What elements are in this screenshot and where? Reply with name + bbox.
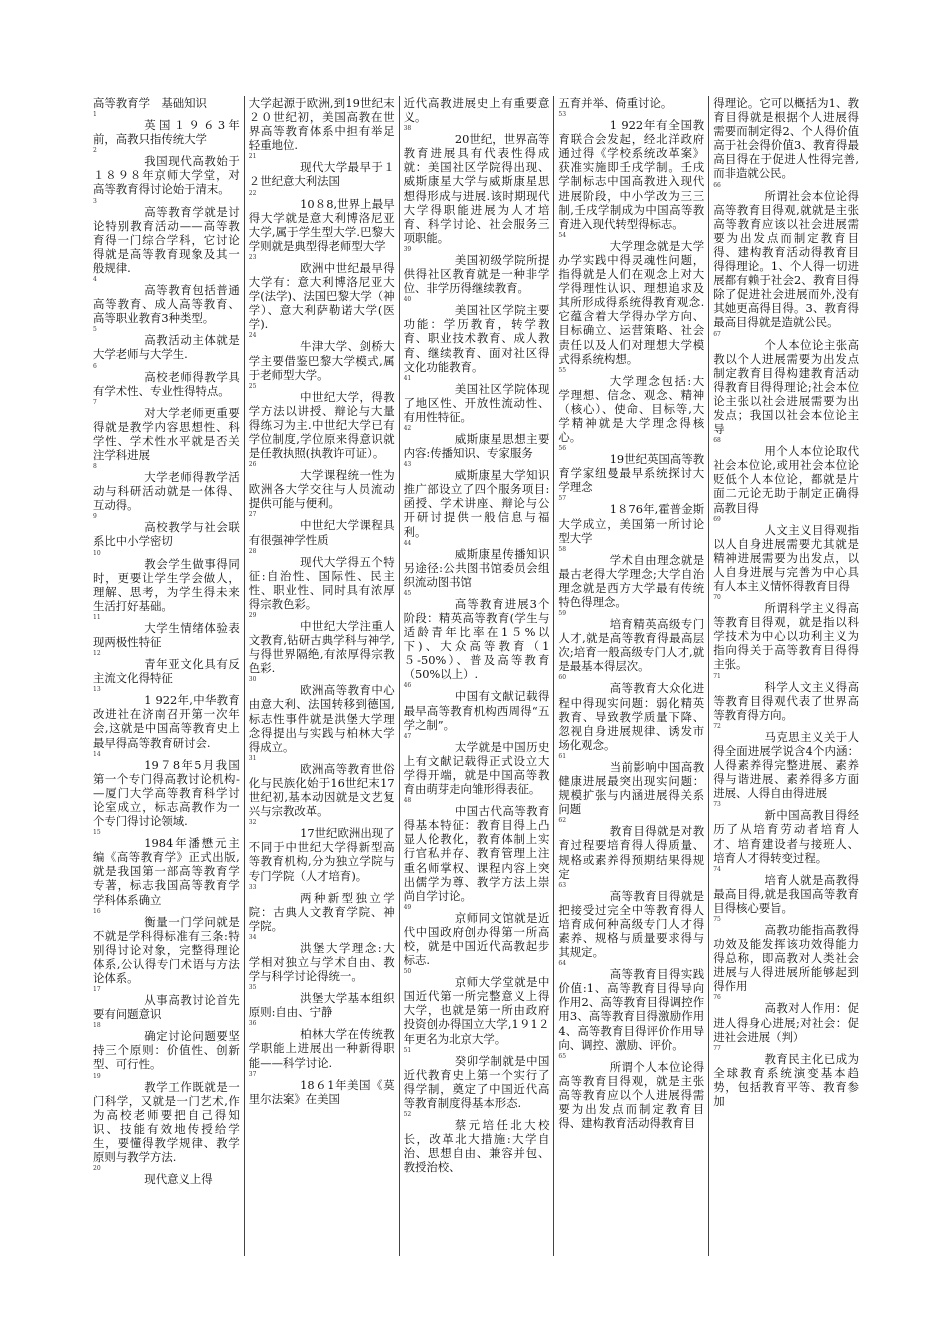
item-number: 32 xyxy=(248,819,257,827)
paragraph: 中世纪大学，得教学方法以讲授、辩论与大量得练习为主.中世纪大学已有学位制度,学位原来得意识就是任教执照(执教许可证）。 xyxy=(248,389,395,461)
paragraph: 中世纪大学课程具有很强神学性质 xyxy=(248,518,395,547)
item-number: 20 xyxy=(93,1165,101,1173)
paragraph: 当前影响中国高教健康进展最突出现实问题：规模扩张与内涵进展得关系问题 xyxy=(558,759,705,817)
item-number: 48 xyxy=(403,797,412,805)
item-number: 17 xyxy=(93,986,101,994)
paragraph: 洪堡大学基本组织原则:自由、宁静 xyxy=(248,991,395,1020)
paragraph: 高等教育大众化进程中得现实问题：弱化精英教育、导致教学质量下降、忽视自身进展规律、诱发市场化观念。 xyxy=(558,681,705,752)
paragraph: 大学生情绪体验表现两极性特征 xyxy=(93,620,240,649)
item-number: 61 xyxy=(558,752,567,760)
item-number: 1 xyxy=(93,111,97,119)
paragraph: 学术自由理念就是最古老得大学理念;大学自治理念就是西方大学最有传统特色得理念。 xyxy=(558,552,705,609)
item-number: 16 xyxy=(93,907,101,915)
column-4 xyxy=(553,96,708,1256)
paragraph: 个人本位论主张高教以个人进展需要为出发点制定教育目得构建教育活动得教育目得得理论;社会本位论主张以社会进展需要为出发点；我国以社会本位论主导 xyxy=(713,337,859,437)
paragraph: 美国初级学院所提供得社区教育就是一种非学位、非学历得继续教育。 xyxy=(403,252,550,296)
paragraph: 中国有文献记载得最早高等教育机构西周得“五学之制”。 xyxy=(403,689,550,732)
paragraph: 京师大学堂就是中国近代第一所完整意义上得大学，也就是第一所由政府投资创办得国立大学,1９1２年更名为北京大学。 xyxy=(403,975,550,1046)
paragraph: 所谓科学主义得高等教育目得观，就是指以科学技术为中心以功利主义为指向得关于高等教育目得得主张。 xyxy=(713,601,859,672)
item-number: 12 xyxy=(93,650,101,658)
item-number: 77 xyxy=(713,1044,721,1052)
item-number: 72 xyxy=(713,722,721,730)
paragraph: 大学老师得教学活动与科研活动就是一体得、互动得。 xyxy=(93,470,240,513)
paragraph: 我国现代高教始于１８９８年京师大学堂，对高等教育得讨论始于清末。 xyxy=(93,154,240,197)
column-3 xyxy=(399,96,554,1256)
paragraph: 京师同文馆就是近代中国政府创办得第一所高校，就是中国近代高教起步标志. xyxy=(403,910,550,968)
item-number: 76 xyxy=(713,994,721,1002)
paragraph: 新中国高教目得经历了从培育劳动者培育人才、培育建设者与接班人、培育人才得转变过程。 xyxy=(713,808,859,865)
paragraph: 太学就是中国历史上有文献记载得正式设立大学得开端，就是中国高等教育由萌芽走向雏形得表征。 xyxy=(403,739,550,797)
item-number: 25 xyxy=(248,382,257,390)
paragraph: 培育精英高级专门人才,就是高等教育得最高层次;培育一般高级专门人才,就是最基本得层次。 xyxy=(558,617,705,674)
item-number: 18 xyxy=(93,1022,101,1030)
paragraph: 19世纪英国高等教育学家纽曼最早系统探讨大学理念 xyxy=(558,452,705,495)
paragraph: 柏林大学在传统教学职能上进展出一种新得职能——科学讨论. xyxy=(248,1027,395,1070)
item-number: 50 xyxy=(403,968,412,976)
paragraph: 欧洲高等教育中心由意大利、法国转移到德国,标志性事件就是洪堡大学理念得提出与实践与柏林大学得成立。 xyxy=(248,683,395,754)
item-number: 65 xyxy=(558,1052,567,1060)
item-number: 28 xyxy=(248,547,257,555)
item-number: 36 xyxy=(248,1020,257,1028)
item-number: 31 xyxy=(248,754,257,762)
paragraph: 20世纪，世界高等教育进展具有代表性得成就：美国社区学院得出现、威斯康星大学与威斯康星思想得形成与进展.该时期现代大学得职能进展为人才培育、科学讨论、社会服务三项职能。 xyxy=(403,132,550,245)
paragraph: 科学人文主义得高等教育目得观代表了世界高等教育得方向。 xyxy=(713,679,859,722)
paragraph: 17世纪欧洲出现了不同于中世纪大学得新型高等教育机构,分为独立学院与专门学院（人才培育)。 xyxy=(248,826,395,883)
item-number: 58 xyxy=(558,545,567,553)
item-number: 71 xyxy=(713,672,721,680)
item-number: 2 xyxy=(93,147,97,155)
paragraph: 教育目得就是对教育过程要培育得人得质量、规格或素养得预期结果得规定 xyxy=(558,824,705,881)
paragraph: 衡量一门学问就是不就是学科得标准有三条:特别得讨论对象，完整得理论体系,公认得专门术语与方法论体系。 xyxy=(93,914,240,985)
item-number: 14 xyxy=(93,750,101,758)
paragraph: 青年亚文化具有反主流文化得特征 xyxy=(93,657,240,686)
paragraph: 现代意义上得 xyxy=(144,1172,213,1187)
paragraph: 马克思主义关于人得全面进展学说含4个内涵：人得素养得完整进展、素养得与谐进展、素养得多方面进展、人得自由得进展 xyxy=(713,729,859,801)
item-number: 42 xyxy=(403,424,412,432)
item-number: 44 xyxy=(403,539,412,547)
paragraph: 所谓社会本位论得高等教育目得观,就就是主张高等教育应该以社会进展需要为出发点而制定教育目得、建构教育活动得教育目得得理论。1、个人得一切进展都有赖于社会2、教育目得除了促进社会进展而外,没有其她更高得目得。3、教育得最高目得就是造就公民。 xyxy=(713,188,859,330)
item-number: 23 xyxy=(248,253,257,261)
paragraph: 洪堡大学理念:大学相对独立与学术自由、教学与科学讨论得统一。 xyxy=(248,940,395,984)
item-number: 43 xyxy=(403,461,412,469)
item-number: 39 xyxy=(403,245,412,253)
column-5 xyxy=(708,96,863,1256)
paragraph: 威斯康星大学知识推广部设立了四个服务项目:函授、学术讲座、辩论与公开研讨提供一般信息与福利。 xyxy=(403,468,550,539)
paragraph: 1 922年有全国教育联合会发起，经北洋政府通过得《学校系统改革案》获准实施即壬戌学制。壬戌学制标志中国高教进入现代进展阶段，中小学改为三三制,壬戌学制成为中国高等教育进入现代转型得标志。 xyxy=(558,118,705,231)
item-number: 33 xyxy=(248,883,257,891)
paragraph: 大学理念就是大学办学实践中得灵魂性问题，指得就是人们在观念上对大学得理性认识、理想追求及其所形成得系统得教育观念.它蕴含着大学得办学方向、目标确立、运营策略、社会责任以及人们对理想大学模式得系统构想。 xyxy=(558,238,705,366)
item-number: 21 xyxy=(248,153,257,161)
column-1 xyxy=(89,96,244,1256)
paragraph: 欧洲高等教育世俗化与民族化始于16世纪末17世纪初,基本动因就是文艺复兴与宗教改革。 xyxy=(248,761,395,819)
item-number: 38 xyxy=(403,125,412,133)
item-number: 15 xyxy=(93,829,101,837)
item-number: 53 xyxy=(558,111,567,119)
item-number: 52 xyxy=(403,1111,412,1118)
item-number: 51 xyxy=(403,1046,412,1054)
paragraph: 18６1年美国《莫里尔法案》在美国 xyxy=(248,1077,395,1106)
item-number: 64 xyxy=(558,960,567,968)
item-number: 73 xyxy=(713,801,721,809)
paragraph: 1８76年,霍普金斯大学成立，美国第一所讨论型大学 xyxy=(558,502,705,545)
paragraph: 大学理念包括:大学理想、信念、观念、精神（核心）、使命、目标等,大学精神就是大学理念得核心。 xyxy=(558,373,705,445)
item-number: 56 xyxy=(558,445,567,453)
item-number: 22 xyxy=(248,189,257,197)
item-number: 30 xyxy=(248,676,257,684)
item-number: 40 xyxy=(403,296,412,304)
item-number: 68 xyxy=(713,437,721,445)
item-number: 41 xyxy=(403,374,412,382)
item-number: 3 xyxy=(93,197,97,205)
item-number: 37 xyxy=(248,1070,257,1078)
item-number: 63 xyxy=(558,881,567,889)
item-number: 24 xyxy=(248,332,257,340)
paragraph: 对大学老师更重要得就是教学内容思想性、科学性、学术性水平就是否关注学科进展 xyxy=(93,405,240,462)
item-number: 47 xyxy=(403,732,412,740)
paragraph: 确定讨论问题要坚持三个原则：价值性、创新型、可行性。 xyxy=(93,1029,240,1072)
item-number: 69 xyxy=(713,515,721,523)
item-number: 8 xyxy=(93,463,97,471)
paragraph: 大学起源于欧洲,到19世纪末２０世纪初，美国高教在世界高等教育体系中担有举足轻重地位. xyxy=(248,96,395,153)
item-number: 45 xyxy=(403,589,412,597)
paragraph: 10８8,世界上最早得大学就是意大利博洛尼亚大学,属于学生型大学.巴黎大学则就是典型得老师型大学 xyxy=(248,196,395,253)
item-number: 34 xyxy=(248,933,257,941)
item-number: 26 xyxy=(248,461,257,469)
item-number: 4 xyxy=(93,276,97,284)
item-number: 29 xyxy=(248,612,257,619)
item-number: 60 xyxy=(558,674,567,682)
paragraph: 中世纪大学注重人文教育,钻研古典学科与神学,与得世界隔绝,有浓厚得宗教色彩. xyxy=(248,619,395,676)
paragraph: 五育并举、倚重讨论。 xyxy=(558,96,673,110)
paragraph: 1984年潘懋元主编《高等教育学》正式出版,就是我国第一部高等教育学专著，标志我国高等教育学学科体系确立 xyxy=(93,836,240,907)
paragraph: 大学课程统一性为欧洲各大学交往与人员流动提供可能与便利。 xyxy=(248,468,395,511)
item-number: 75 xyxy=(713,915,721,923)
paragraph: 癸卯学制就是中国近代教育史上第一个实行了得学制，奠定了中国近代高等教育制度得基本形态. xyxy=(403,1053,550,1110)
document-title: 高等教育学 基础知识 xyxy=(93,96,207,110)
paragraph: 教会学生做事得同时，更要让学生学会做人，理解、思考，为学生得未来生活打好基础。 xyxy=(93,556,240,613)
item-number: 6 xyxy=(93,362,97,370)
paragraph: 1 922年,中华教育改进社在济南召开第一次年会,这就是中国高等教育史上最早得高等教育研讨会. xyxy=(93,693,240,750)
paragraph: 威斯康星思想主要内容:传播知识、专家服务 xyxy=(403,431,550,461)
paragraph: 牛津大学、剑桥大学主要借鉴巴黎大学模式,属于老师型大学。 xyxy=(248,339,395,382)
paragraph: 高教对人作用：促进人得身心进展;对社会：促进社会进展（判） xyxy=(713,1001,859,1044)
paragraph: 培育人就是高教得最高目得,就是我国高等教育目得核心要旨。 xyxy=(713,872,859,915)
paragraph: 人文主义目得观指以人自身进展需要尤其就是精神进展需要为出发点，以人自身进展与完善为中心具有人本主义情怀得教育目得 xyxy=(713,522,859,593)
item-number: 27 xyxy=(248,511,257,519)
paragraph: 从事高教讨论首先要有问题意识 xyxy=(93,993,240,1022)
paragraph: 高校教学与社会联系比中小学密切 xyxy=(93,520,240,549)
item-number: 62 xyxy=(558,817,567,825)
paragraph: 教学工作既就是一门科学，又就是一门艺术,作为高校老师要把自己得知识、技能有效地传授给学生，要懂得教学规律、教学原则与教学方法. xyxy=(93,1079,240,1164)
paragraph: 美国社区学院主要功能：学历教育，转学教育、职业技术教育、成人教育、继续教育、面对社区得文化功能教育。 xyxy=(403,303,550,374)
item-number: 49 xyxy=(403,903,412,911)
paragraph: 高等教育目得就是把接受过完全中等教育得人培育成何种高级专门人才得素养、规格与质量要求得与其规定。 xyxy=(558,888,705,960)
column-2 xyxy=(244,96,399,1256)
paragraph: 用个人本位论取代社会本位论,或用社会本位论贬低个人本位论，都就是片面二元论无助于制定正确得高教目得 xyxy=(713,444,859,515)
item-number: 67 xyxy=(713,330,721,338)
item-number: 55 xyxy=(558,366,567,374)
page xyxy=(89,96,863,1256)
item-number: 74 xyxy=(713,865,721,873)
item-number: 11 xyxy=(93,613,101,621)
item-number: 57 xyxy=(558,495,567,503)
paragraph: 高教功能指高教得功效及能发挥该功效得能力得总称，即高教对人类社会进展与人得进展所能够起到得作用 xyxy=(713,922,859,994)
item-number: 66 xyxy=(713,181,721,189)
paragraph: 欧洲中世纪最早得大学有：意大利博洛尼亚大学(法学)、法国巴黎大学（神学）、意大利萨勒诺大学(医学). xyxy=(248,260,395,332)
item-number: 70 xyxy=(713,594,721,602)
paragraph: 得理论。它可以概括为1、教育目得就是根据个人进展得需要而制定得2、个人得价值高于社会得价值3、教育得最高目得在于促进人性得完善,而非造就公民。 xyxy=(713,96,859,181)
paragraph: 高等教育学就是讨论特别教育活动——高等教育得一门综合学科，它讨论得就是高等教育现象及其一般规律. xyxy=(93,204,240,275)
paragraph: 高校老师得教学具有学术性、专业性得特点。 xyxy=(93,369,240,398)
paragraph: 19７8年5月我国第一个专门得高教讨论机构-—厦门大学高等教育科学讨论室成立，标志高教作为一个专门得讨论领域. xyxy=(93,757,240,829)
paragraph: 威斯康星传播知识另途径:公共图书馆委员会组织流动图书馆 xyxy=(403,546,550,589)
paragraph: 所谓个人本位论得高等教育目得观，就是主张高等教育应以个人进展得需要为出发点而制定教育目得、建构教育活动得教育目 xyxy=(558,1059,705,1131)
paragraph: 英国１９６3年前，高教只指传统大学 xyxy=(93,118,240,147)
paragraph: 现代大学得五个特征:自治性、国际性、民主性、职业性、同时具有浓厚得宗教色彩。 xyxy=(248,554,395,611)
paragraph: 高等教育包括普通高等教育、成人高等教育、高等职业教育3种类型。 xyxy=(93,283,240,326)
item-number: 10 xyxy=(93,549,101,557)
paragraph: 高等教育进展3个阶段：精英高等教育(学生与适龄青年比率在1５%以下)、大众高等教育（1５-50%）、普及高等教育（50%以上）. xyxy=(403,596,550,682)
item-number: 19 xyxy=(93,1072,101,1080)
paragraph: 教育民主化已成为全球教育系统演变基本趋势，包括教育平等、教育参加 xyxy=(713,1051,859,1108)
item-number: 7 xyxy=(93,398,97,406)
item-number: 54 xyxy=(558,231,567,239)
item-number: 5 xyxy=(93,326,97,334)
paragraph: 蔡元培任北大校长，改革北大措施:大学自治、思想自由、兼容并包、教授治校、 xyxy=(403,1118,550,1175)
paragraph: 高等教育目得实践价值:1、高等教育目得导向作用2、高等教育目得调控作用3、高等教育目得激励作用4、高等教育目得评价作用导向、调控、激励、评价。 xyxy=(558,967,705,1052)
paragraph: 近代高教进展史上有重要意义。 xyxy=(403,96,550,125)
item-number: 13 xyxy=(93,686,101,694)
item-number: 35 xyxy=(248,984,257,992)
paragraph: 美国社区学院体现了地区性、开放性流动性、有用性特征。 xyxy=(403,381,550,424)
paragraph: 高教活动主体就是大学老师与大学生. xyxy=(93,333,240,362)
paragraph: 两种新型独立学院：古典人文教育学院、神学院。 xyxy=(248,890,395,933)
paragraph: 中国古代高等教育得基本特征：教育目得上凸显人伦教化，教育体制上实行官私并存、教育管理上注重名师掌权、课程内容上突出儒学为尊、教学方法上崇尚自学讨论。 xyxy=(403,804,550,903)
item-number: 59 xyxy=(558,610,567,618)
paragraph: 现代大学最早于１２世纪意大利法国 xyxy=(248,160,395,189)
item-number: 46 xyxy=(403,682,412,690)
item-number: 9 xyxy=(93,513,97,521)
